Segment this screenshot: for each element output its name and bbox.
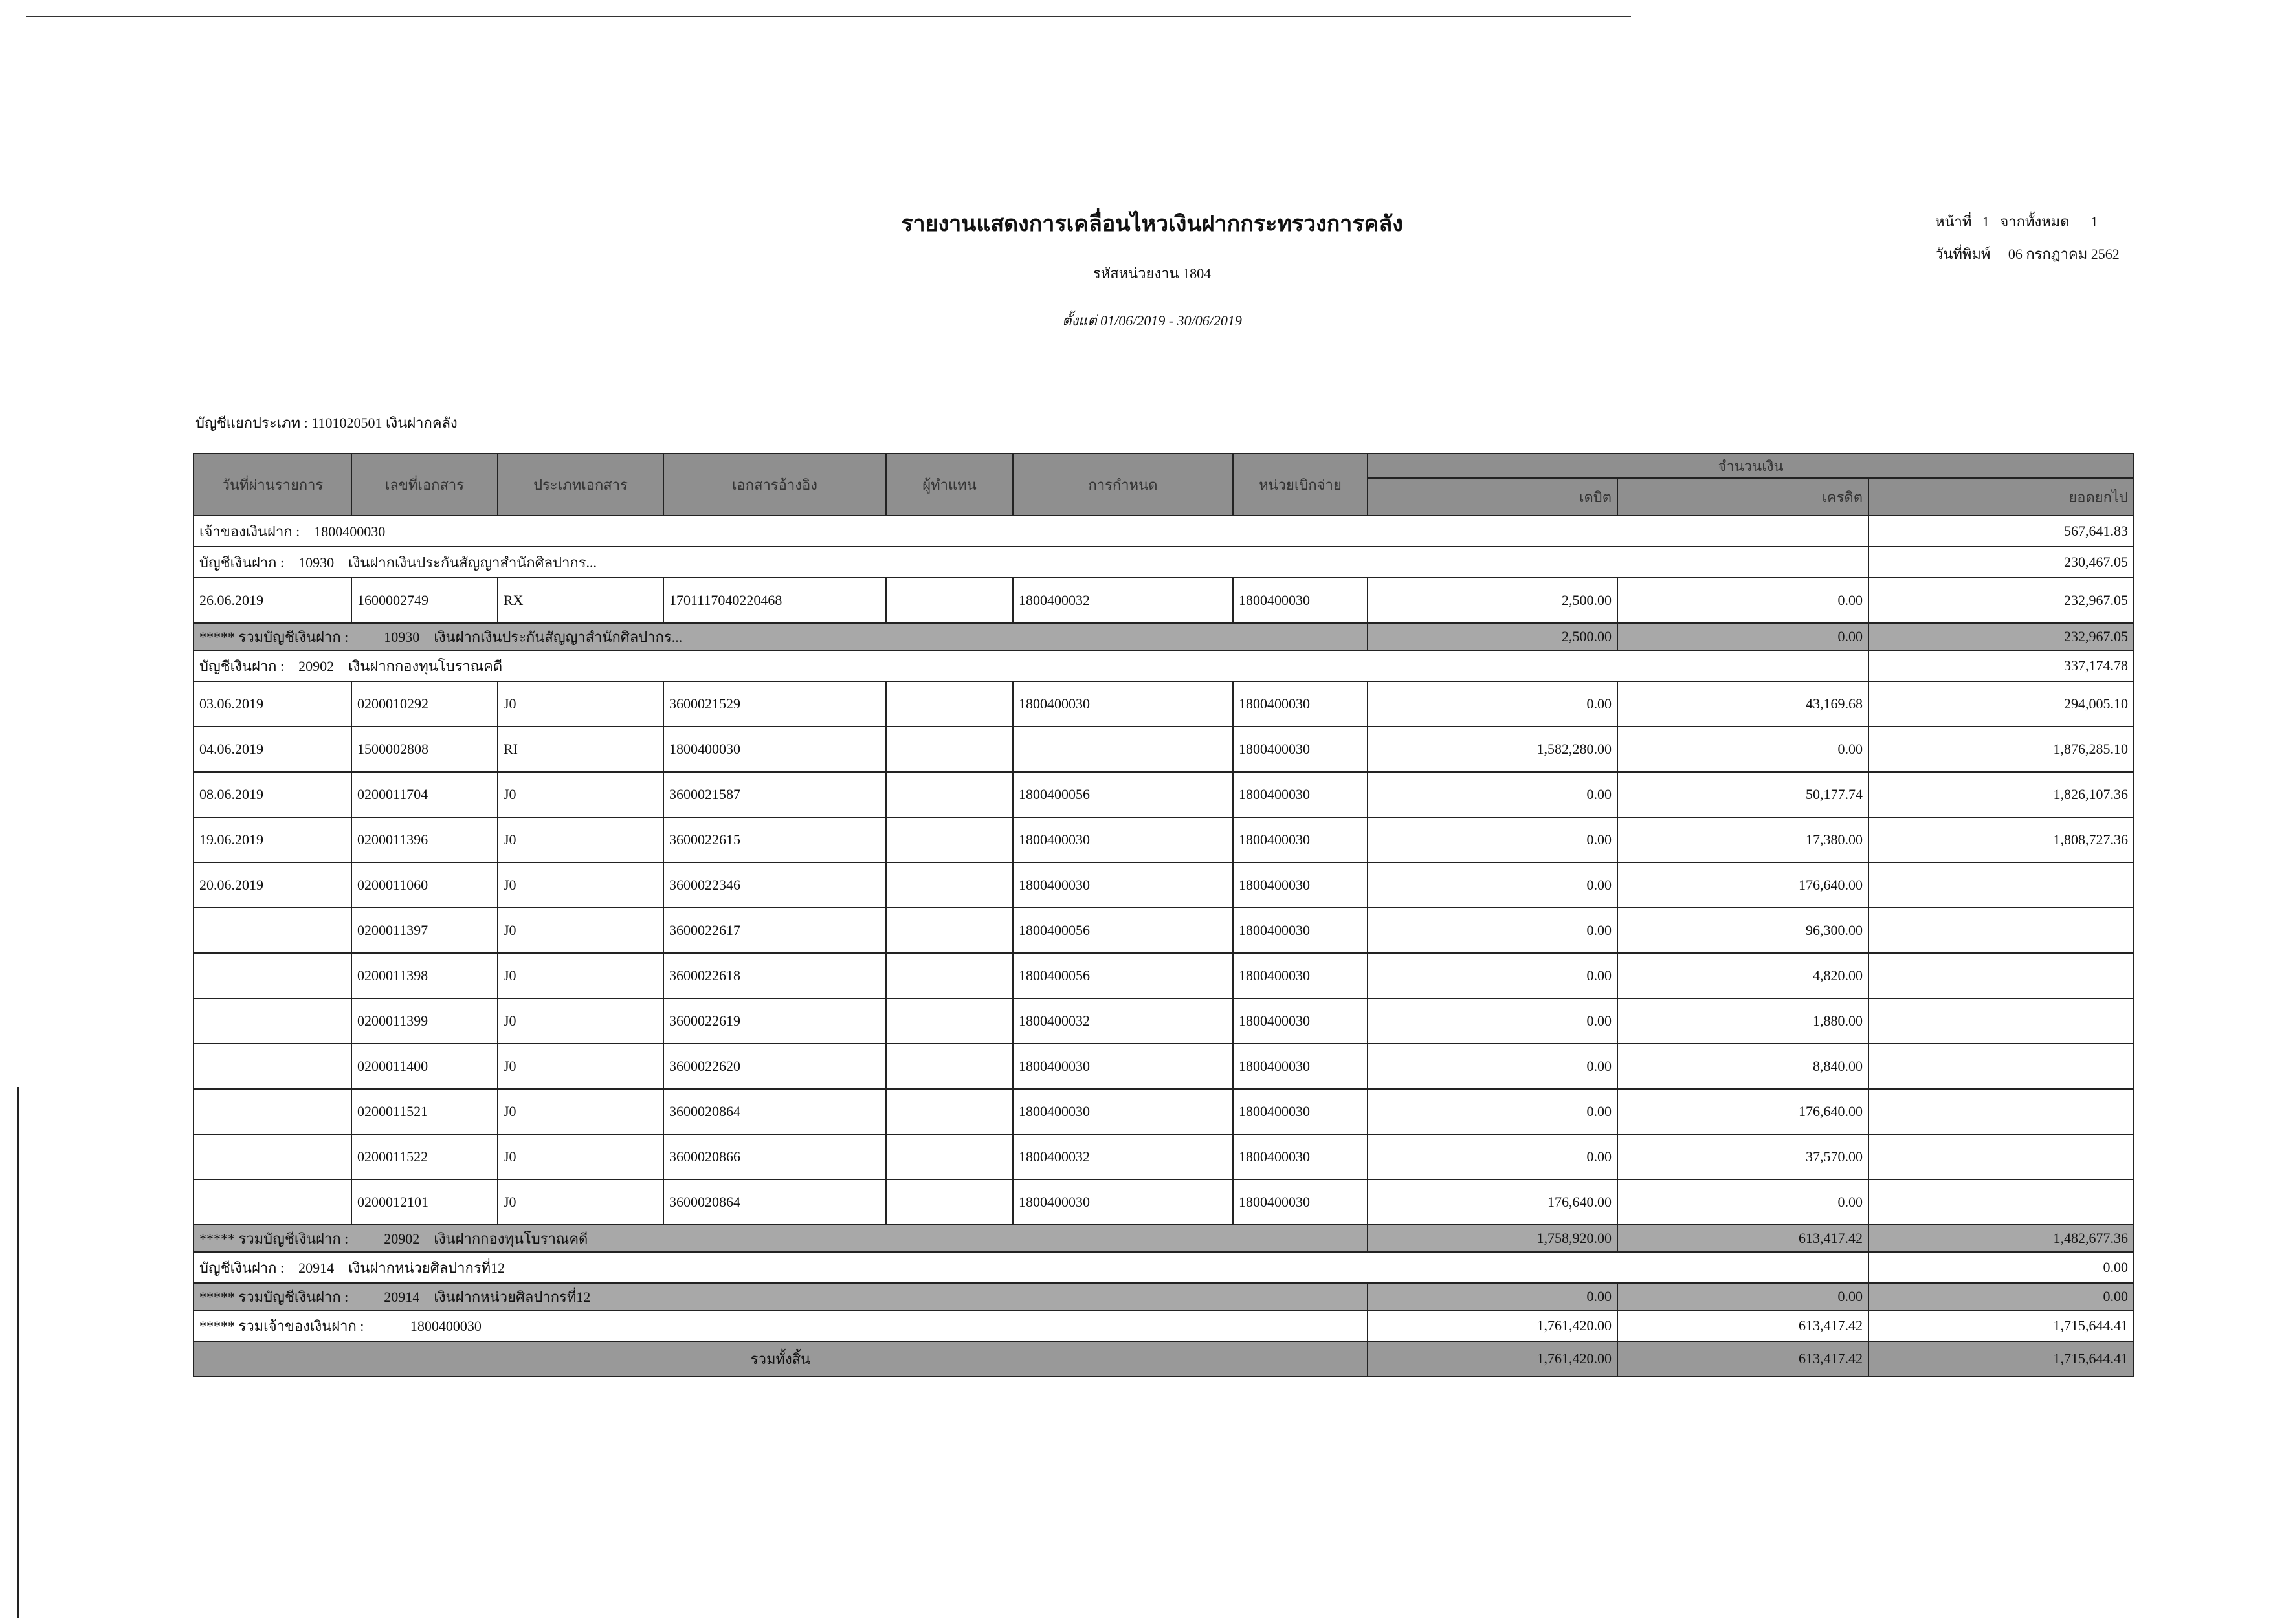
- cell-ref: 3600020866: [663, 1134, 886, 1180]
- subtotal-debit: 2,500.00: [1368, 623, 1617, 650]
- cell-unit: 1800400030: [1233, 681, 1368, 727]
- section-opening: 337,174.78: [1868, 650, 2134, 681]
- owner-label: เจ้าของเงินฝาก :: [199, 523, 300, 540]
- grand-total-row: [194, 1341, 2134, 1376]
- header-debit: เดบิต: [1368, 478, 1617, 516]
- cell-unit: 1800400030: [1233, 998, 1368, 1044]
- cell-rep: [886, 1134, 1013, 1180]
- scan-edge-mark: [17, 1087, 19, 1618]
- subtotal-credit: 0.00: [1617, 1283, 1868, 1310]
- cell-rep: [886, 998, 1013, 1044]
- cell-rep: [886, 681, 1013, 727]
- cell-credit: 1,880.00: [1617, 998, 1868, 1044]
- cell-credit: 0.00: [1617, 1180, 1868, 1225]
- subtotal-credit: 0.00: [1617, 623, 1868, 650]
- cell-date: [194, 998, 351, 1044]
- cell-det: 1800400056: [1013, 953, 1233, 998]
- cell-doc: 0200011399: [351, 998, 498, 1044]
- cell-ref: 3600020864: [663, 1089, 886, 1134]
- subtotal-credit: 613,417.42: [1617, 1225, 1868, 1252]
- cell-det: 1800400030: [1013, 1089, 1233, 1134]
- subtotal-name: เงินฝากหน่วยศิลปากรที่12: [434, 1288, 591, 1305]
- cell-rep: [886, 1180, 1013, 1225]
- cell-ref: 1800400030: [663, 727, 886, 772]
- cell-date: 20.06.2019: [194, 862, 351, 908]
- cell-date: [194, 1089, 351, 1134]
- cell-balance: [1868, 1134, 2134, 1180]
- cell-det: 1800400032: [1013, 998, 1233, 1044]
- print-date-label: วันที่พิมพ์: [1935, 246, 1991, 262]
- cell-unit: 1800400030: [1233, 1134, 1368, 1180]
- header-balance: ยอดยกไป: [1868, 478, 2134, 516]
- table-row: [194, 1180, 2134, 1225]
- cell-debit: 0.00: [1368, 817, 1617, 862]
- cell-balance: [1868, 862, 2134, 908]
- owner-total-credit: 613,417.42: [1617, 1310, 1868, 1341]
- cell-det: 1800400030: [1013, 1180, 1233, 1225]
- cell-doc: 1600002749: [351, 578, 498, 623]
- section-code: 20902: [298, 657, 335, 674]
- header-amount: จำนวนเงิน: [1368, 454, 2134, 478]
- cell-rep: [886, 727, 1013, 772]
- cell-rep: [886, 817, 1013, 862]
- cell-unit: 1800400030: [1233, 908, 1368, 953]
- subtotal-name: เงินฝากกองทุนโบราณคดี: [434, 1230, 588, 1247]
- cell-doc: 0200011521: [351, 1089, 498, 1134]
- cell-type: J0: [498, 953, 663, 998]
- cell-rep: [886, 772, 1013, 817]
- top-rule: [26, 16, 1631, 17]
- cell-rep: [886, 578, 1013, 623]
- cell-debit: 0.00: [1368, 953, 1617, 998]
- section-code: 20914: [298, 1259, 335, 1276]
- subtotal-balance: 1,482,677.36: [1868, 1225, 2134, 1252]
- header-rep: ผู้ทำแทน: [886, 454, 1013, 516]
- cell-det: 1800400056: [1013, 772, 1233, 817]
- cell-credit: 50,177.74: [1617, 772, 1868, 817]
- cell-unit: 1800400030: [1233, 817, 1368, 862]
- cell-date: 19.06.2019: [194, 817, 351, 862]
- cell-debit: 176,640.00: [1368, 1180, 1617, 1225]
- cell-credit: 0.00: [1617, 727, 1868, 772]
- cell-balance: 232,967.05: [1868, 578, 2134, 623]
- cell-type: J0: [498, 681, 663, 727]
- page-label: หน้าที่: [1935, 214, 1972, 230]
- cell-det: 1800400032: [1013, 1134, 1233, 1180]
- cell-credit: 43,169.68: [1617, 681, 1868, 727]
- table-row: [194, 862, 2134, 908]
- cell-type: RI: [498, 727, 663, 772]
- cell-debit: 0.00: [1368, 1089, 1617, 1134]
- header-date: วันที่ผ่านรายการ: [194, 454, 351, 516]
- section-label: บัญชีเงินฝาก :: [199, 1259, 285, 1276]
- cell-type: J0: [498, 862, 663, 908]
- header-doc-type: ประเภทเอกสาร: [498, 454, 663, 516]
- cell-ref: 3600020864: [663, 1180, 886, 1225]
- owner-row: [194, 516, 2134, 547]
- table-row: [194, 817, 2134, 862]
- section-subtotal: [194, 1283, 2134, 1310]
- table-row: [194, 908, 2134, 953]
- header-ref-doc: เอกสารอ้างอิง: [663, 454, 886, 516]
- section-header: [194, 650, 2134, 681]
- table-row: [194, 998, 2134, 1044]
- owner-total-code: 1800400030: [410, 1317, 482, 1334]
- grand-total-label: รวมทั้งสิ้น: [750, 1350, 811, 1367]
- cell-debit: 0.00: [1368, 998, 1617, 1044]
- cell-ref: 3600022619: [663, 998, 886, 1044]
- table-row: [194, 1089, 2134, 1134]
- subtotal-code: 10930: [384, 628, 420, 645]
- section-subtotal: [194, 1225, 2134, 1252]
- cell-det: 1800400030: [1013, 681, 1233, 727]
- cell-doc: 0200012101: [351, 1180, 498, 1225]
- section-opening: 0.00: [1868, 1252, 2134, 1283]
- unit-code-line: รหัสหน่วยงาน 1804: [1092, 265, 1212, 281]
- subtotal-name: เงินฝากเงินประกันสัญญาสำนักศิลปากร...: [434, 628, 683, 645]
- page-info: [1935, 206, 2120, 270]
- cell-unit: 1800400030: [1233, 1089, 1368, 1134]
- subtotal-debit: 1,758,920.00: [1368, 1225, 1617, 1252]
- cell-doc: 0200011400: [351, 1044, 498, 1089]
- cell-det: 1800400030: [1013, 817, 1233, 862]
- section-code: 10930: [298, 554, 335, 571]
- cell-det: 1800400032: [1013, 578, 1233, 623]
- cell-date: [194, 953, 351, 998]
- owner-balance: 567,641.83: [1868, 516, 2134, 547]
- subtotal-code: 20914: [384, 1288, 420, 1305]
- subtotal-balance: 232,967.05: [1868, 623, 2134, 650]
- cell-type: J0: [498, 772, 663, 817]
- cell-unit: 1800400030: [1233, 1044, 1368, 1089]
- cell-date: [194, 1044, 351, 1089]
- section-opening: 230,467.05: [1868, 547, 2134, 578]
- cell-doc: 0200011060: [351, 862, 498, 908]
- header-credit: เครดิต: [1617, 478, 1868, 516]
- section-header: [194, 547, 2134, 578]
- cell-ref: 3600022617: [663, 908, 886, 953]
- subtotal-debit: 0.00: [1368, 1283, 1617, 1310]
- owner-total-balance: 1,715,644.41: [1868, 1310, 2134, 1341]
- cell-date: 08.06.2019: [194, 772, 351, 817]
- subtotal-label: ***** รวมบัญชีเงินฝาก :: [199, 1288, 349, 1305]
- cell-rep: [886, 953, 1013, 998]
- cell-unit: 1800400030: [1233, 953, 1368, 998]
- table-row: [194, 953, 2134, 998]
- cell-date: 04.06.2019: [194, 727, 351, 772]
- table-row: [194, 727, 2134, 772]
- owner-code: 1800400030: [314, 523, 386, 540]
- subtotal-balance: 0.00: [1868, 1283, 2134, 1310]
- cell-debit: 0.00: [1368, 908, 1617, 953]
- account-line: บัญชีแยกประเภท : 1101020501 เงินฝากคลัง: [195, 415, 458, 431]
- cell-date: 26.06.2019: [194, 578, 351, 623]
- cell-rep: [886, 1044, 1013, 1089]
- cell-type: J0: [498, 1180, 663, 1225]
- cell-unit: 1800400030: [1233, 727, 1368, 772]
- cell-date: [194, 908, 351, 953]
- subtotal-label: ***** รวมบัญชีเงินฝาก :: [199, 628, 349, 645]
- cell-rep: [886, 1089, 1013, 1134]
- report-title: รายงานแสดงการเคลื่อนไหวเงินฝากกระทรวงการคลัง: [901, 212, 1403, 236]
- cell-type: J0: [498, 1044, 663, 1089]
- grand-total-credit: 613,417.42: [1617, 1341, 1868, 1376]
- cell-unit: 1800400030: [1233, 1180, 1368, 1225]
- header-determine: การกำหนด: [1013, 454, 1233, 516]
- section-rows: [194, 681, 2134, 1225]
- cell-type: J0: [498, 998, 663, 1044]
- cell-doc: 0200010292: [351, 681, 498, 727]
- cell-balance: [1868, 908, 2134, 953]
- section-header: [194, 1252, 2134, 1283]
- cell-type: J0: [498, 1089, 663, 1134]
- cell-credit: 176,640.00: [1617, 1089, 1868, 1134]
- cell-date: 03.06.2019: [194, 681, 351, 727]
- owner-total-row: [194, 1310, 2134, 1341]
- cell-rep: [886, 862, 1013, 908]
- cell-doc: 0200011396: [351, 817, 498, 862]
- cell-doc: 0200011398: [351, 953, 498, 998]
- cell-type: J0: [498, 908, 663, 953]
- cell-balance: 1,826,107.36: [1868, 772, 2134, 817]
- cell-ref: 1701117040220468: [663, 578, 886, 623]
- header-spend-unit: หน่วยเบิกจ่าย: [1233, 454, 1368, 516]
- print-date: 06 กรกฎาคม 2562: [2008, 246, 2120, 262]
- cell-det: 1800400030: [1013, 1044, 1233, 1089]
- grand-total-debit: 1,761,420.00: [1368, 1341, 1617, 1376]
- cell-debit: 0.00: [1368, 1134, 1617, 1180]
- cell-type: J0: [498, 1134, 663, 1180]
- cell-balance: [1868, 1044, 2134, 1089]
- section-name: เงินฝากกองทุนโบราณคดี: [348, 657, 503, 674]
- section-name: เงินฝากหน่วยศิลปากรที่12: [348, 1259, 505, 1276]
- cell-ref: 3600021587: [663, 772, 886, 817]
- owner-total-label: ***** รวมเจ้าของเงินฝาก :: [199, 1317, 364, 1334]
- cell-doc: 1500002808: [351, 727, 498, 772]
- cell-date: [194, 1180, 351, 1225]
- cell-credit: 8,840.00: [1617, 1044, 1868, 1089]
- total-pages: 1: [2090, 214, 2098, 230]
- date-range-line: ตั้งแต่ 01/06/2019 - 30/06/2019: [1062, 313, 1242, 329]
- cell-credit: 37,570.00: [1617, 1134, 1868, 1180]
- cell-unit: 1800400030: [1233, 862, 1368, 908]
- section-label: บัญชีเงินฝาก :: [199, 554, 285, 571]
- cell-credit: 4,820.00: [1617, 953, 1868, 998]
- subtotal-code: 20902: [384, 1230, 420, 1247]
- movement-table: [193, 453, 2134, 1377]
- cell-ref: 3600022618: [663, 953, 886, 998]
- cell-credit: 17,380.00: [1617, 817, 1868, 862]
- cell-unit: 1800400030: [1233, 772, 1368, 817]
- cell-det: 1800400056: [1013, 908, 1233, 953]
- cell-credit: 0.00: [1617, 578, 1868, 623]
- cell-doc: 0200011704: [351, 772, 498, 817]
- cell-debit: 0.00: [1368, 862, 1617, 908]
- cell-balance: [1868, 953, 2134, 998]
- cell-rep: [886, 908, 1013, 953]
- total-pages-label: จากทั้งหมด: [2000, 214, 2070, 230]
- cell-debit: 0.00: [1368, 1044, 1617, 1089]
- cell-ref: 3600022620: [663, 1044, 886, 1089]
- cell-balance: 1,808,727.36: [1868, 817, 2134, 862]
- cell-credit: 96,300.00: [1617, 908, 1868, 953]
- cell-doc: 0200011397: [351, 908, 498, 953]
- subtotal-label: ***** รวมบัญชีเงินฝาก :: [199, 1230, 349, 1247]
- table-row: [194, 772, 2134, 817]
- table-row: [194, 681, 2134, 727]
- cell-balance: 294,005.10: [1868, 681, 2134, 727]
- cell-balance: [1868, 1180, 2134, 1225]
- cell-ref: 3600022346: [663, 862, 886, 908]
- section-subtotal: [194, 623, 2134, 650]
- table-row: [194, 578, 2134, 623]
- owner-total-debit: 1,761,420.00: [1368, 1310, 1617, 1341]
- cell-debit: 2,500.00: [1368, 578, 1617, 623]
- cell-debit: 0.00: [1368, 772, 1617, 817]
- cell-balance: [1868, 1089, 2134, 1134]
- cell-ref: 3600022615: [663, 817, 886, 862]
- cell-balance: 1,876,285.10: [1868, 727, 2134, 772]
- cell-debit: 1,582,280.00: [1368, 727, 1617, 772]
- cell-unit: 1800400030: [1233, 578, 1368, 623]
- section-name: เงินฝากเงินประกันสัญญาสำนักศิลปากร...: [348, 554, 597, 571]
- table-row: [194, 1134, 2134, 1180]
- page-number: 1: [1982, 214, 1990, 230]
- cell-credit: 176,640.00: [1617, 862, 1868, 908]
- cell-debit: 0.00: [1368, 681, 1617, 727]
- cell-doc: 0200011522: [351, 1134, 498, 1180]
- cell-type: RX: [498, 578, 663, 623]
- cell-type: J0: [498, 817, 663, 862]
- cell-ref: 3600021529: [663, 681, 886, 727]
- cell-balance: [1868, 998, 2134, 1044]
- table-row: [194, 1044, 2134, 1089]
- cell-date: [194, 1134, 351, 1180]
- grand-total-balance: 1,715,644.41: [1868, 1341, 2134, 1376]
- cell-det: [1013, 727, 1233, 772]
- header-doc-no: เลขที่เอกสาร: [351, 454, 498, 516]
- cell-det: 1800400030: [1013, 862, 1233, 908]
- section-label: บัญชีเงินฝาก :: [199, 657, 285, 674]
